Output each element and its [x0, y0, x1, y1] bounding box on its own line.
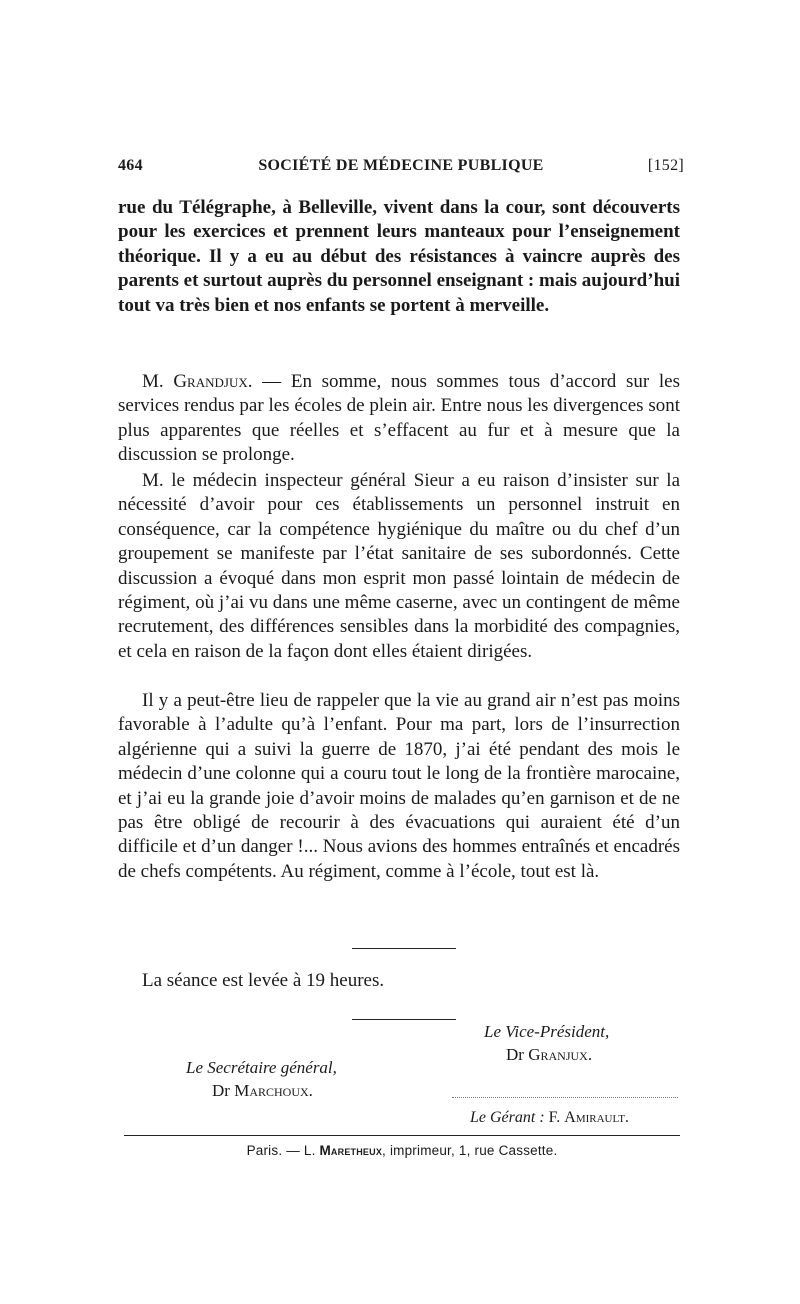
gerant-initial: F. — [548, 1109, 565, 1126]
gerant-name: Amirault. — [564, 1109, 629, 1126]
running-header — [118, 157, 684, 181]
paragraph-campaign: Il y a peut-être lieu de rappeler que la vie au grand air n’est pas moins favorable à l’adulte qu’à l’enfant. Pour ma part, lors de l’insurrection algérienne qui a suivi la guerre de 1870, j’ai été pendant des mois le médecin d’une colonne qui a couru tout le long de la frontière marocaine, et j’ai eu la grande joie d’avoir moins de malades qu’en garnison et de ne pas être obligé de recourir à des évacuations qui auraient été d’un difficile et d’un danger !... Nous avions des hommes entraînés et encadrés de chefs compétents. Au régiment, comme à l’école, tout est là. — [118, 690, 680, 882]
vice-president-name: Granjux. — [528, 1045, 593, 1064]
signature-gerant — [470, 1106, 629, 1129]
speaker-name: M. Grandjux. — [142, 371, 253, 392]
printer-name: Maretheux — [319, 1143, 383, 1158]
folio-number: [152] — [647, 157, 684, 174]
signature-divider — [352, 1019, 456, 1020]
paragraph-grandjux — [118, 370, 680, 468]
vice-president-role: Le Vice-Président, — [484, 1022, 610, 1041]
vice-president-title: Dr — [506, 1045, 529, 1064]
dotted-divider — [452, 1097, 678, 1098]
secretary-role: Le Secrétaire général, — [186, 1058, 337, 1077]
printer-suffix: , imprimeur, 1, rue Cassette. — [382, 1143, 558, 1158]
vice-president-name-line — [484, 1043, 609, 1066]
secretary-title: Dr — [212, 1081, 235, 1100]
paragraph-continuation: rue du Télégraphe, à Belleville, vivent dans la cour, sont découverts pour les exercices et prennent leurs manteaux pour l’enseignement théorique. Il y a eu au début des résistances à vaincre auprès des parents et surtout auprès du personnel enseignant : mais aujourd’hui tout va très bien et nos enfants se portent à merveille. — [118, 197, 680, 316]
section-divider — [352, 948, 456, 949]
paragraph-grandjux-text: — En somme, nous sommes tous d’accord sur les services rendus par les écoles de plein air. Entre nous les divergences sont plus apparentes que réelles et s’effacent au fur et à mesure que la discussion se prolonge. — [118, 371, 680, 466]
paragraph-sieur: M. le médecin inspecteur général Sieur a eu raison d’insister sur la nécessité d’avoir pour ces établissements un personnel instruit en conséquence, car la compétence hygiénique du maître ou du chef d’un groupement se manifeste par l’état sanitaire de ses subordonnés. Cette discussion a évoqué dans mon esprit mon passé lointain de médecin de régiment, où j’ai vu dans une même caserne, avec un contingent de même recrutement, des différences sensibles dans la morbidité des compagnies, et cela en raison de la façon dont elles étaient dirigées. — [118, 470, 680, 662]
printer-prefix: Paris. — L. — [246, 1143, 320, 1158]
footer-rule — [124, 1135, 680, 1136]
gerant-role: Le Gérant : — [470, 1109, 549, 1126]
signature-secretary — [186, 1056, 337, 1102]
printer-imprint — [124, 1143, 680, 1158]
page-number: 464 — [118, 157, 143, 174]
signature-vice-president — [484, 1020, 609, 1066]
running-title: SOCIÉTÉ DE MÉDECINE PUBLIQUE — [258, 157, 544, 174]
secretary-name-line — [186, 1079, 337, 1102]
secretary-name: Marchoux. — [234, 1081, 313, 1100]
session-closing-line: La séance est levée à 19 heures. — [142, 970, 385, 991]
